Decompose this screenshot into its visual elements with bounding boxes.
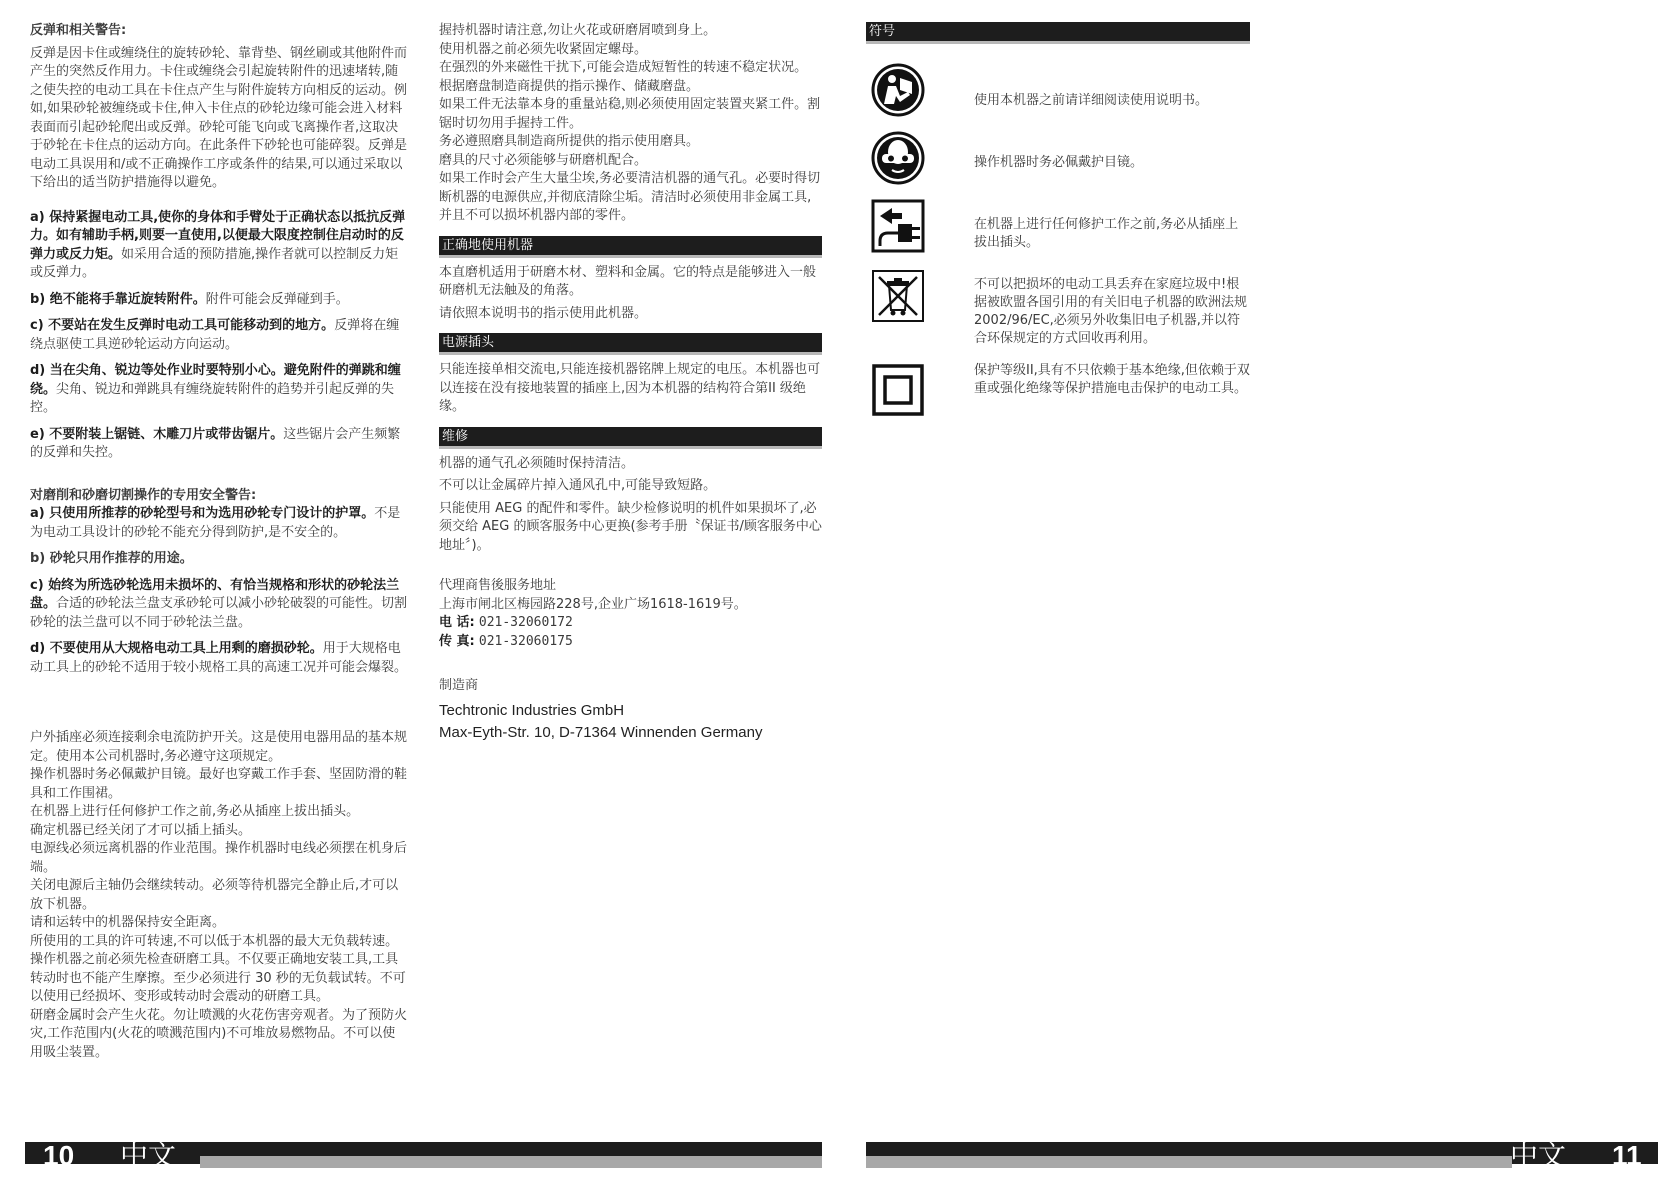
safety-note-7: 请和运转中的机器保持安全距离。 (30, 915, 226, 930)
maintenance-body-2: 不可以让金属碎片掉入通风孔中,可能导致短路。 (439, 478, 717, 493)
class-ii-icon (870, 362, 926, 418)
rule-d: d) 当在尖角、锐边等处作业时要特别小心。避免附件的弹跳和缠绕。尖角、锐边和弹跳具有缠绕旋转附件的趋势并引起反弹的失控。 (30, 363, 401, 415)
kickback-heading: 反弹和相关警告: (30, 23, 127, 38)
grind-rule-c: c) 始终为所选砂轮选用未损坏的、有恰当规格和形状的砂轮法兰盘。合适的砂轮法兰盘支承砂轮可以减小砂轮破裂的可能性。切割砂轮的法兰盘可以不同于砂轮法兰盘。 (30, 577, 408, 630)
grind-rule-a: a) 只使用所推荐的砂轮型号和为选用砂轮专门设计的护罩。不是为电动工具设计的砂轮不能充分得到防护,是不安全的。 (30, 506, 401, 540)
safety-note-3: 在机器上进行任何修护工作之前,务必从插座上拔出插头。 (30, 804, 360, 819)
handling-note-1: 握持机器时请注意,勿让火花或研磨屑喷到身上。 (439, 23, 717, 38)
mains-plug-heading: 电源插头 (439, 333, 822, 355)
service-agent-heading: 代理商售後服务地址 (439, 578, 557, 593)
manufacturer-name: Techtronic Industries GmbH (439, 701, 625, 719)
proper-use-heading: 正确地使用机器 (439, 236, 822, 258)
service-fax: 传 真: 021-32060175 (439, 633, 573, 649)
handling-note-3: 在强烈的外来磁性干扰下,可能会造成短暂性的转速不稳定状况。 (439, 60, 808, 75)
footer-grey-strip-left (200, 1156, 822, 1168)
grinding-heading: 对磨削和砂磨切割操作的专用安全警告: (30, 487, 257, 503)
mains-plug-body: 只能连接单相交流电,只能连接机器铭牌上规定的电压。本机器也可以连接在没有接地装置的插座上,因为本机器的结构符合第II 级绝缘。 (439, 362, 821, 414)
proper-use-body-2: 请依照本说明书的指示使用此机器。 (439, 305, 648, 321)
symbol-text-unplug: 在机器上进行任何修护工作之前,务必从插座上拔出插头。 (974, 217, 1239, 250)
handling-note-4: 根据磨盘制造商提供的指示操作、储藏磨盘。 (439, 78, 700, 94)
symbol-text-class-ii: 保护等级II,具有不只依赖于基本绝缘,但依赖于双重或强化绝缘等保护措施电击保护的电动工具。 (974, 363, 1250, 396)
symbols-heading: 符号 (866, 22, 1250, 44)
handling-note-6: 务必遵照磨具制造商所提供的指示使用磨具。 (439, 134, 700, 149)
safety-note-8: 所使用的工具的许可转速,不可以低于本机器的最大无负载转速。 (30, 933, 399, 949)
footer-grey-strip-right (866, 1156, 1512, 1168)
proper-use-body-1: 本直磨机适用于研磨木材、塑料和金属。它的特点是能够进入一般研磨机无法触及的角落。 (439, 264, 817, 298)
maintenance-body-1: 机器的通气孔必须随时保持清洁。 (439, 455, 635, 471)
service-agent-address: 上海市闸北区梅园路228号,企业广场1618-1619号。 (439, 596, 747, 612)
rule-c: c) 不要站在发生反弹时电动工具可能移动到的地方。反弹将在缠绕点驱使工具逆砂轮运动方向运动。 (30, 318, 400, 352)
safety-note-6: 关闭电源后主轴仍会继续转动。必须等待机器完全静止后,才可以放下机器。 (30, 878, 399, 912)
service-phone: 电 话: 021-32060172 (439, 615, 573, 630)
grind-rule-b: b) 砂轮只用作推荐的用途。 (30, 551, 193, 566)
page-number-left: 10 (43, 1140, 75, 1171)
safety-note-2: 操作机器时务必佩戴护目镜。最好也穿戴工作手套、坚固防滑的鞋具和工作围裙。 (30, 767, 408, 801)
read-manual-icon (870, 62, 926, 118)
safety-note-4: 确定机器已经关闭了才可以插上插头。 (30, 822, 252, 838)
kickback-body: 反弹是因卡住或缠绕住的旋转砂轮、靠背垫、钢丝刷或其他附件而产生的突然反作用力。卡住或缠绕会引起旋转附件的迅速堵转,随之使失控的电动工具在卡住点产生与附件旋转方向相反的运动。例如,如果砂轮被缠绕或卡住,伸入卡住点的砂轮边缘可能会进入材料表面而引起砂轮爬出或反弹。砂轮可能飞向或飞离操作者,这取决于砂轮在卡住点的运动方向。在此条件下砂轮也可能碎裂。反弹是电动工具误用和/或不正确操作工序或条件的结果,可以通过采取以下给出的适当防护措施得以避免。 (30, 45, 408, 190)
page-language-left: 中文 (120, 1139, 177, 1172)
manufacturer-address: Max-Eyth-Str. 10, D-71364 Winnenden Germany (439, 723, 763, 741)
safety-note-5: 电源线必须远离机器的作业范围。操作机器时电线必须摆在机身后端。 (30, 841, 408, 875)
page-number-right: 11 (1612, 1140, 1642, 1171)
page-11-symbols-column (866, 22, 1250, 442)
symbol-text-weee: 不可以把损坏的电动工具丢弃在家庭垃圾中!根据被欧盟各国引用的有关旧电子机器的欧洲法规2002/96/EC,必须另外收集旧电子机器,并以符合环保规定的方式回收再利用。 (974, 277, 1248, 346)
page-language-right: 中文 (1510, 1139, 1567, 1172)
safety-goggles-icon (870, 130, 926, 186)
grind-rule-d: d) 不要使用从大规格电动工具上用剩的磨损砂轮。用于大规格电动工具上的砂轮不适用于较小规格工具的高速工况并可能会爆裂。 (30, 641, 408, 675)
manufacturer-heading: 制造商 (439, 678, 479, 693)
maintenance-heading: 维修 (439, 427, 822, 449)
handling-note-7: 磨具的尺寸必须能够与研磨机配合。 (439, 152, 648, 168)
weee-bin-icon (870, 268, 926, 324)
safety-note-1: 户外插座必须连接剩余电流防护开关。这是使用电器用品的基本规定。使用本公司机器时,务必遵守这项规定。 (30, 730, 408, 764)
handling-note-5: 如果工件无法靠本身的重量站稳,则必须使用固定装置夹紧工件。割锯时切勿用手握持工件。 (439, 97, 821, 131)
maintenance-body-3: 只能使用 AEG 的配件和零件。缺少检修说明的机件如果损坏了,必须交给 AEG 的顾客服务中心更换(参考手册〝保证书/顾客服务中心地址〞)。 (439, 500, 822, 553)
page-10-right-column (439, 22, 822, 744)
rule-b: b) 绝不能将手靠近旋转附件。附件可能会反弹碰到手。 (30, 291, 349, 307)
page-10-left-column (30, 22, 408, 1062)
safety-note-10: 研磨金属时会产生火花。勿让喷溅的火花伤害旁观者。为了预防火灾,工作范围内(火花的喷溅范围内)不可堆放易燃物品。不可以使用吸尘装置。 (30, 1007, 408, 1060)
unplug-icon (870, 198, 926, 254)
rule-e: e) 不要附装上锯链、木雕刀片或带齿锯片。这些锯片会产生频繁的反弹和失控。 (30, 426, 401, 460)
handling-note-2: 使用机器之前必须先收紧固定螺母。 (439, 41, 648, 57)
safety-note-9: 操作机器之前必须先检查研磨工具。不仅要正确地安装工具,工具转动时也不能产生摩擦。至少必须进行 30 秒的无负载试转。不可以使用已经损坏、变形或转动时会震动的研磨工具。 (30, 952, 406, 1004)
symbol-text-read-manual: 使用本机器之前请详细阅读使用说明书。 (974, 93, 1209, 108)
symbol-text-goggles: 操作机器时务必佩戴护目镜。 (974, 155, 1144, 170)
handling-note-8: 如果工作时会产生大量尘埃,务必要清洁机器的通气孔。必要时得切断机器的电源供应,并彻底清除尘垢。清洁时必须使用非金属工具,并且不可以损坏机器内部的零件。 (439, 171, 821, 223)
rule-a: a) 保持紧握电动工具,使你的身体和手臂处于正确状态以抵抗反弹力。如有辅助手柄,则要一直使用,以便最大限度控制住启动时的反弹力或反力矩。如采用合适的预防措施,操作者就可以控制反力矩或反弹力。 (30, 209, 406, 280)
